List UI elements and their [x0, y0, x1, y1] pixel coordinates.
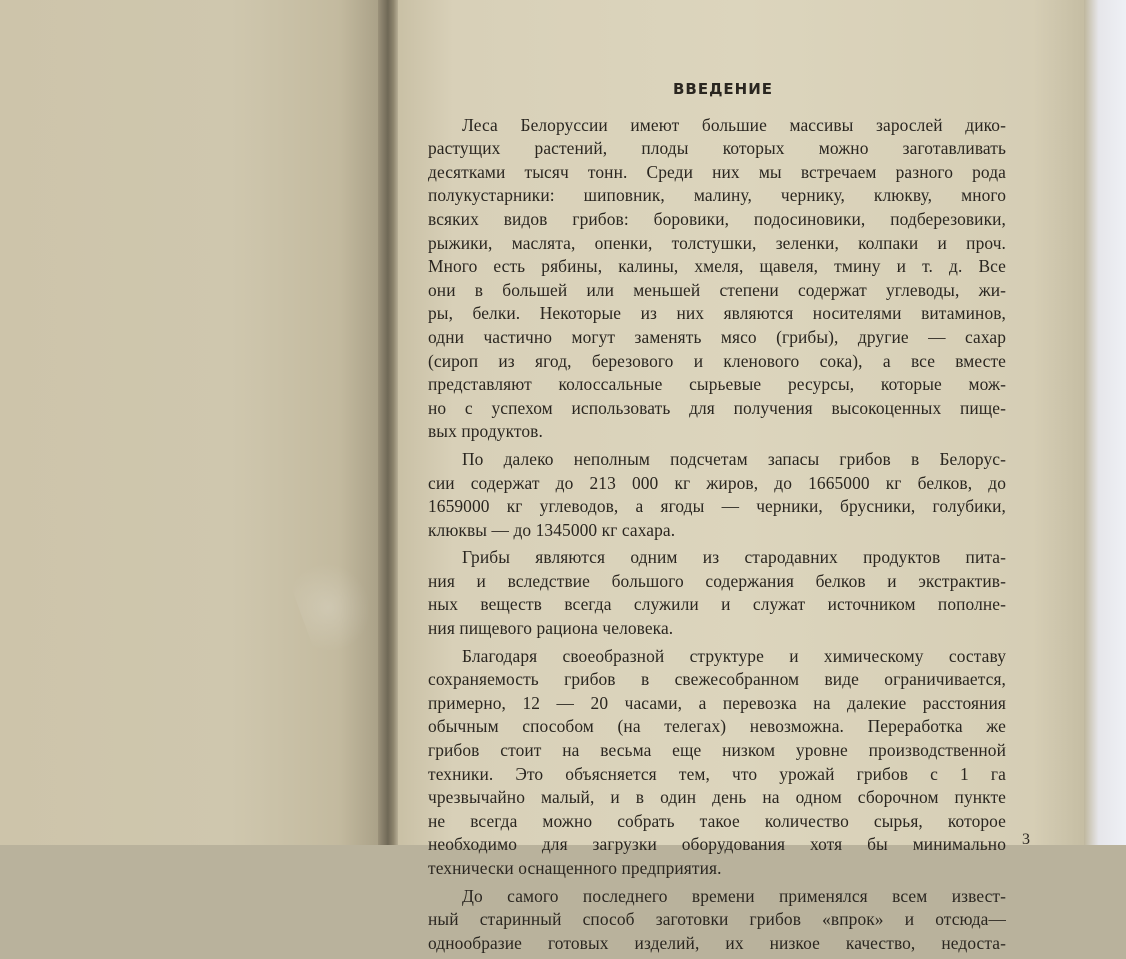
- chapter-heading: ВВЕДЕНИЕ: [672, 80, 774, 98]
- text-line: Грибы являются одним из стародавних продуктов пита-: [462, 547, 1006, 568]
- text-line: ры, белки. Некоторые из них являются носителями витаминов,: [428, 303, 1006, 324]
- text-line: не всегда можно собрать такое количество сырья, которое: [428, 810, 1006, 831]
- page-text: [428, 78, 1006, 959]
- text-line: одни частично могут заменять мясо (грибы), другие — сахар: [428, 326, 1006, 347]
- text-line: необходимо для загрузки оборудования хотя бы минимально: [428, 834, 1006, 855]
- text-line: До самого последнего времени применялся всем извест-: [462, 885, 1006, 906]
- text-line: сохраняемость грибов в свежесобранном виде ограничивается,: [428, 669, 1006, 690]
- paragraph-storage: [428, 645, 1006, 881]
- text-line: полукустарники: шиповник, малину, чернику, клюкву, много: [428, 185, 1006, 206]
- text-line: технически оснащенного предприятия.: [428, 858, 722, 878]
- paragraph-intro: [428, 114, 1006, 444]
- paragraph-nutrition: [428, 546, 1006, 640]
- text-line: однообразие готовых изделий, их низкое качество, недоста-: [428, 932, 1006, 953]
- text-line: они в большей или меньшей степени содержат углеводы, жи-: [428, 279, 1006, 300]
- text-line: Благодаря своеобразной структуре и химическому составу: [462, 645, 1006, 666]
- text-line: обычным способом (на телегах) невозможна. Переработка же: [428, 716, 1006, 737]
- text-line: ния и вследствие большого содержания белков и экстрактив-: [428, 570, 1006, 591]
- text-line: но с успехом использовать для получения высокоценных пище-: [428, 397, 1006, 418]
- text-line: представляют колоссальные сырьевые ресурсы, которые мож-: [428, 374, 1006, 395]
- text-line: примерно, 12 — 20 часами, а перевозка на далекие расстояния: [428, 692, 1006, 713]
- page-crease: [287, 551, 384, 660]
- text-line: чрезвычайно малый, и в один день на одном сборочном пункте: [428, 787, 1006, 808]
- text-line: 1659000 кг углеводов, а ягоды — черники, брусники, голубики,: [428, 496, 1006, 517]
- text-line: вых продуктов.: [428, 421, 543, 442]
- text-line: всяких видов грибов: боровики, подосиновики, подберезовики,: [428, 208, 1006, 229]
- text-line: Много есть рябины, калины, хмеля, щавеля, тмину и т. д. Все: [428, 256, 1006, 277]
- book-gutter: [378, 0, 400, 845]
- text-line: сии содержат до 213 000 кг жиров, до 1665000 кг белков, до: [428, 472, 1006, 493]
- text-line: ных веществ всегда служили и служат источником пополне-: [428, 594, 1006, 615]
- text-line: Леса Белоруссии имеют большие массивы зарослей дико-: [462, 114, 1006, 135]
- paragraph-reserves: [428, 448, 1006, 542]
- page-number: 3: [1022, 831, 1030, 848]
- text-line: техники. Это объясняется тем, что урожай грибов с 1 га: [428, 763, 1006, 784]
- text-line: По далеко неполным подсчетам запасы грибов в Белорус-: [462, 448, 1006, 469]
- left-page: [0, 0, 385, 845]
- text-line: ный старинный способ заготовки грибов «впрок» и отсюда—: [428, 909, 1006, 930]
- text-line: рыжики, маслята, опенки, толстушки, зеленки, колпаки и проч.: [428, 232, 1006, 253]
- text-line: клюквы — до 1345000 кг сахара.: [428, 519, 676, 540]
- paragraph-method: [428, 885, 1006, 956]
- text-line: растущих растений, плоды которых можно заготавливать: [428, 138, 1006, 159]
- text-line: (сироп из ягод, березового и кленового сока), а все вместе: [428, 350, 1006, 371]
- text-line: ния пищевого рациона человека.: [428, 618, 674, 639]
- page-edge: [1084, 0, 1126, 845]
- text-line: десятками тысяч тонн. Среди них мы встречаем разного рода: [428, 161, 1006, 182]
- text-line: грибов стоит на весьма еще низком уровне производственной: [428, 740, 1006, 761]
